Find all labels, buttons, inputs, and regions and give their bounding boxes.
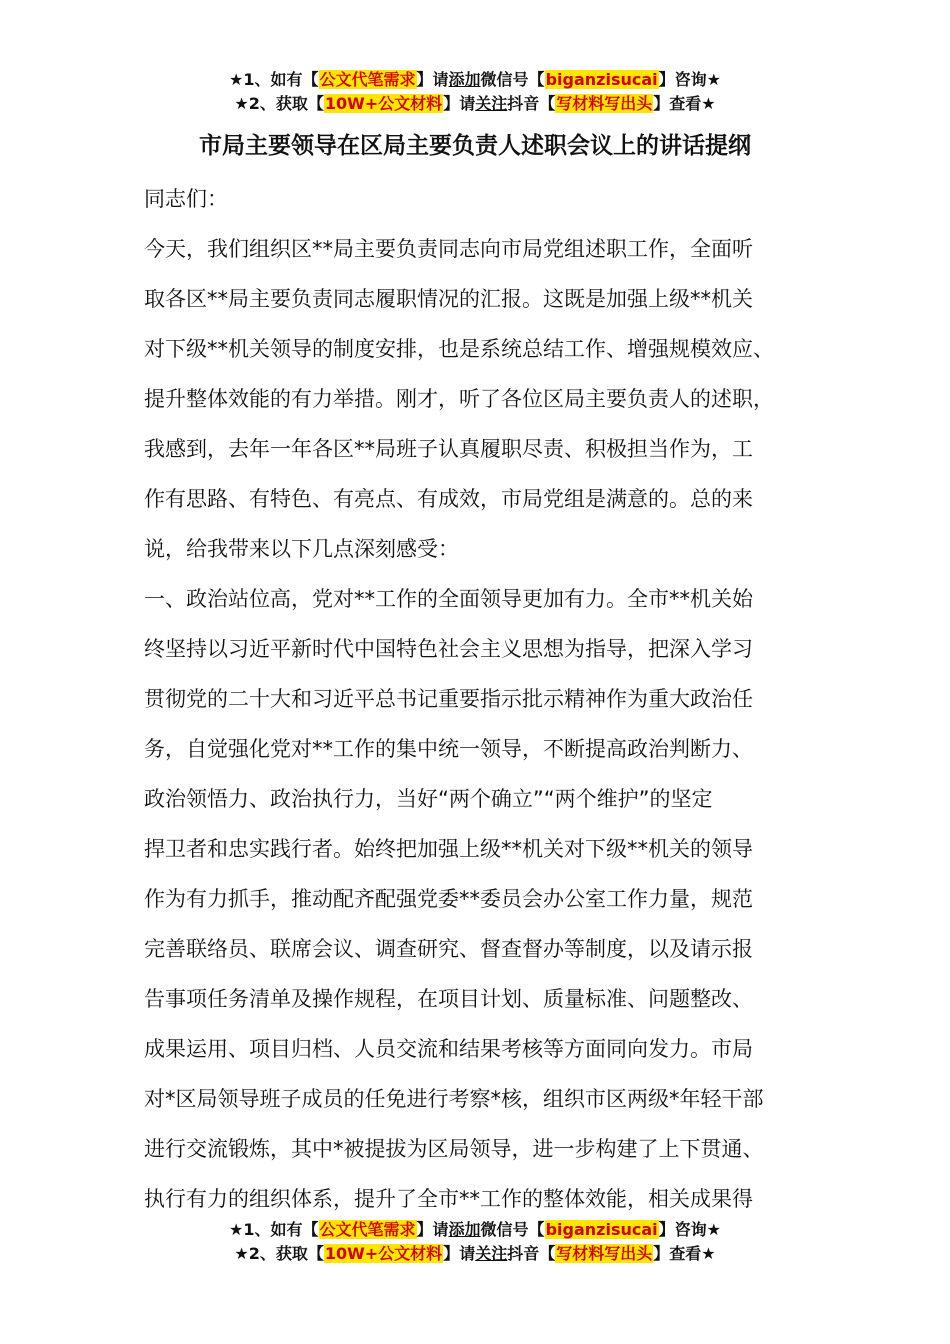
banner-text: 】查看★	[653, 1244, 716, 1263]
body-line: 务，自觉强化党对**工作的集中统一领导，不断提高政治判断力、	[144, 737, 753, 761]
body-line: 对下级**机关领导的制度安排，也是系统总结工作、增强规模效应、	[144, 337, 774, 361]
body-line: 今天，我们组织区**局主要负责同志向市局党组述职工作，全面听	[144, 237, 753, 261]
banner-text: 抖音【	[507, 94, 556, 113]
header-banner	[0, 68, 950, 116]
banner-text: 微信号【	[480, 70, 545, 89]
body-line: 我感到，去年一年各区**局班子认真履职尽责、积极担当作为，工	[144, 437, 753, 461]
document-body	[144, 174, 834, 1224]
banner-line-1	[0, 68, 950, 92]
banner-text: 】咨询★	[658, 1220, 721, 1239]
banner-text: ★1、如有【	[229, 1220, 319, 1239]
banner-text: ★1、如有【	[229, 70, 319, 89]
body-line: 提升整体效能的有力举措。刚才，听了各位区局主要负责人的述职，	[144, 387, 774, 411]
banner-highlight: 10W+公文材料	[324, 1244, 443, 1263]
banner-highlight: 10W+公文材料	[324, 94, 443, 113]
banner-text: 】请	[443, 1244, 476, 1263]
banner-underline: 添加	[448, 70, 481, 89]
banner-text: 】请	[416, 70, 449, 89]
banner-highlight: 公文代笔需求	[319, 1220, 416, 1239]
banner-text: 微信号【	[480, 1220, 545, 1239]
body-line: 对*区局领导班子成员的任免进行考察*核，组织市区两级*年轻干部	[144, 1087, 764, 1111]
banner-text: ★2、获取【	[234, 94, 324, 113]
banner-highlight: 写材料写出头	[556, 94, 653, 113]
banner-text: 抖音【	[507, 1244, 556, 1263]
body-line: 作有思路、有特色、有亮点、有成效，市局党组是满意的。总的来	[144, 487, 753, 511]
body-line: 作为有力抓手，推动配齐配强党委**委员会办公室工作力量，规范	[144, 887, 753, 911]
banner-text: 】查看★	[653, 94, 716, 113]
body-line: 完善联络员、联席会议、调查研究、督查督办等制度，以及请示报	[144, 937, 753, 961]
banner-text: ★2、获取【	[234, 1244, 324, 1263]
body-line: 进行交流锻炼，其中*被提拔为区局领导，进一步构建了上下贯通、	[144, 1137, 764, 1161]
banner-highlight: biganzisucai	[545, 70, 658, 89]
body-line: 一、政治站位高，党对**工作的全面领导更加有力。全市**机关始	[144, 587, 753, 611]
banner-text: 】请	[443, 94, 476, 113]
body-line: 说，给我带来以下几点深刻感受：	[144, 537, 459, 561]
banner-line-1	[0, 1218, 950, 1242]
body-line: 同志们：	[144, 187, 228, 211]
banner-underline: 关注	[475, 1244, 508, 1263]
banner-underline: 添加	[448, 1220, 481, 1239]
footer-banner	[0, 1218, 950, 1266]
body-line: 政治领悟力、政治执行力，当好“两个确立”“两个维护”的坚定	[144, 787, 713, 811]
document-title: 市局主要领导在区局主要负责人述职会议上的讲话提纲	[199, 133, 751, 159]
body-line: 终坚持以习近平新时代中国特色社会主义思想为指导，把深入学习	[144, 637, 753, 661]
body-line: 取各区**局主要负责同志履职情况的汇报。这既是加强上级**机关	[144, 287, 753, 311]
banner-text: 】请	[416, 1220, 449, 1239]
body-line: 告事项任务清单及操作规程，在项目计划、质量标准、问题整改、	[144, 987, 753, 1011]
body-line: 捍卫者和忠实践行者。始终把加强上级**机关对下级**机关的领导	[144, 837, 753, 861]
body-line: 贯彻党的二十大和习近平总书记重要指示批示精神作为重大政治任	[144, 687, 753, 711]
banner-text: 】咨询★	[658, 70, 721, 89]
body-line: 成果运用、项目归档、人员交流和结果考核等方面同向发力。市局	[144, 1037, 753, 1061]
banner-highlight: 公文代笔需求	[319, 70, 416, 89]
banner-highlight: biganzisucai	[545, 1220, 658, 1239]
banner-line-2	[0, 1242, 950, 1266]
banner-highlight: 写材料写出头	[556, 1244, 653, 1263]
banner-underline: 关注	[475, 94, 508, 113]
banner-line-2	[0, 92, 950, 116]
body-line: 执行有力的组织体系，提升了全市**工作的整体效能，相关成果得	[144, 1187, 753, 1211]
